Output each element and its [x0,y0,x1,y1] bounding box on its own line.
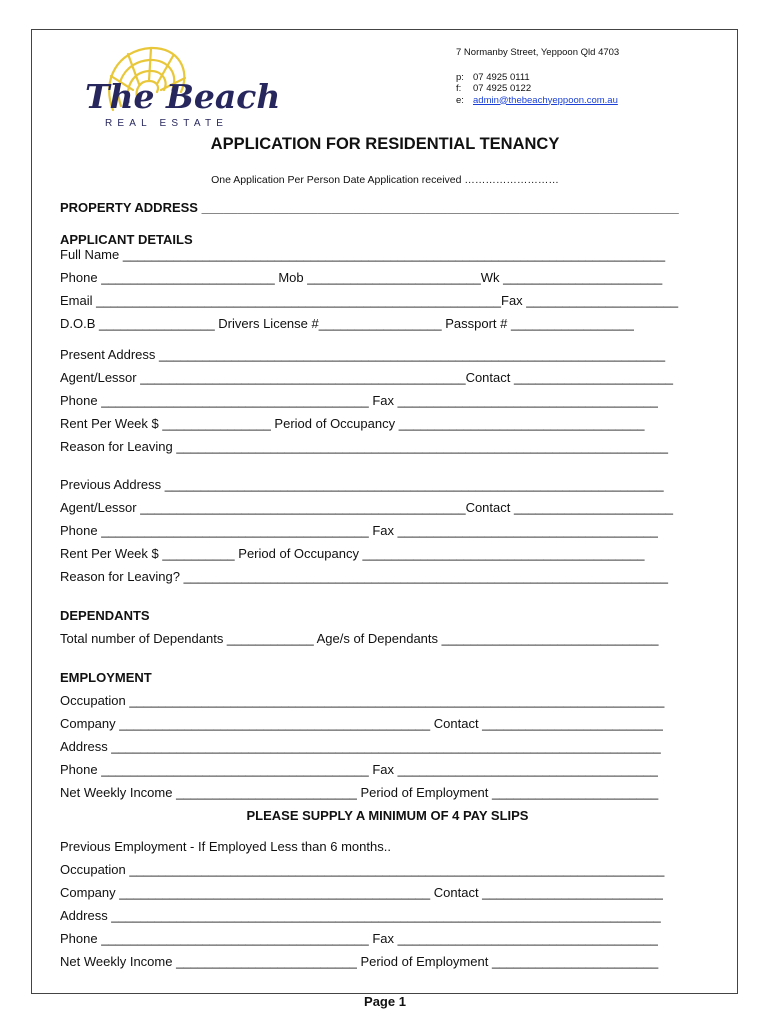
dependants-field[interactable]: Total number of Dependants ____________ Age/s of Dependants ______________________________ [60,631,659,646]
prev-occupation-field[interactable]: Occupation __________________________________________________________________________ [60,862,665,877]
present-reason-leaving-field[interactable]: Reason for Leaving ____________________________________________________________________ [60,439,668,454]
phone-mob-wk-field[interactable]: Phone ________________________ Mob ________________________Wk ______________________ [60,270,663,285]
fax-number: 07 4925 0122 [473,83,532,94]
previous-phone-fax-field[interactable]: Phone _____________________________________ Fax ____________________________________ [60,523,658,538]
previous-rent-occupancy-field[interactable]: Rent Per Week $ __________ Period of Occupancy _______________________________________ [60,546,645,561]
dob-license-passport-field[interactable]: D.O.B ________________ Drivers License #_________________ Passport # _________________ [60,316,634,331]
section-dependants: DEPENDANTS [60,608,150,623]
pay-slips-notice: PLEASE SUPPLY A MINIMUM OF 4 PAY SLIPS [246,808,529,823]
section-applicant-details: APPLICANT DETAILS [60,232,193,247]
occupation-field[interactable]: Occupation __________________________________________________________________________ [60,693,665,708]
phone-row: p: 07 4925 0111 [456,71,530,83]
present-address-field[interactable]: Present Address ______________________________________________________________________ [60,347,666,362]
email-fax-field[interactable]: Email ________________________________________________________Fax _____________________ [60,293,679,308]
present-agent-contact-field[interactable]: Agent/Lessor _____________________________________________Contact ______________________ [60,370,674,385]
present-phone-fax-field[interactable]: Phone _____________________________________ Fax ____________________________________ [60,393,658,408]
svg-text:The Beach: The Beach [85,77,281,116]
prev-company-contact-field[interactable]: Company ___________________________________________ Contact _________________________ [60,885,663,900]
section-employment: EMPLOYMENT [60,670,152,685]
property-address-field[interactable]: PROPERTY ADDRESS __________________________________________________________________ [60,200,679,215]
prev-income-period-field[interactable]: Net Weekly Income _________________________ Period of Employment _______________________ [60,954,659,969]
previous-reason-leaving-field[interactable]: Reason for Leaving? ___________________________________________________________________ [60,569,668,584]
previous-employment-heading: Previous Employment - If Employed Less than 6 months.. [60,839,391,854]
employer-address-field[interactable]: Address ____________________________________________________________________________ [60,739,661,754]
income-period-field[interactable]: Net Weekly Income _________________________ Period of Employment _______________________ [60,785,659,800]
office-address: 7 Normanby Street, Yeppoon Qld 4703 [456,47,620,58]
employer-phone-fax-field[interactable]: Phone _____________________________________ Fax ____________________________________ [60,762,658,777]
page-number: Page 1 [364,994,406,1009]
previous-agent-contact-field[interactable]: Agent/Lessor _____________________________________________Contact ______________________ [60,500,674,515]
previous-address-field[interactable]: Previous Address _____________________________________________________________________ [60,477,664,492]
svg-text:REAL ESTATE: REAL ESTATE [105,118,229,129]
form-subtitle: One Application Per Person Date Application received ……………………… [211,174,559,186]
form-title: APPLICATION FOR RESIDENTIAL TENANCY [210,135,560,153]
company-contact-field[interactable]: Company ___________________________________________ Contact _________________________ [60,716,663,731]
contact-block [456,47,619,106]
present-rent-occupancy-field[interactable]: Rent Per Week $ _______________ Period of Occupancy __________________________________ [60,416,645,431]
email-row: e: admin@thebeachyeppoon.com.au [456,94,618,106]
fax-row: f: 07 4925 0122 [456,83,532,94]
phone-number: 07 4925 0111 [473,71,530,83]
full-name-field[interactable]: Full Name ___________________________________________________________________________ [60,247,666,262]
prev-employer-phone-fax-field[interactable]: Phone _____________________________________ Fax ____________________________________ [60,931,658,946]
the-beach-logo [73,40,281,132]
prev-employer-address-field[interactable]: Address ____________________________________________________________________________ [60,908,661,923]
email-link[interactable]: admin@thebeachyeppoon.com.au [473,94,618,106]
